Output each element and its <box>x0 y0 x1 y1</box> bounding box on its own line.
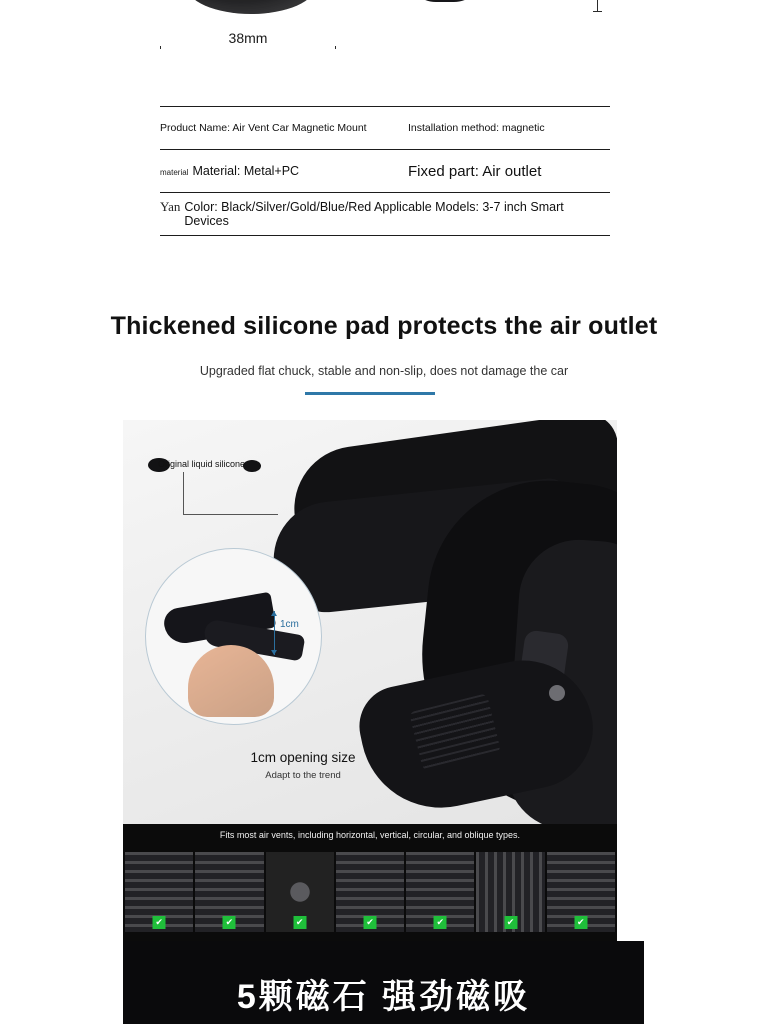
page-title: Thickened silicone pad protects the air outlet <box>110 312 658 340</box>
check-icon: ✔ <box>293 916 306 929</box>
check-icon: ✔ <box>574 916 587 929</box>
spec-left-cell <box>160 200 610 228</box>
vent-thumbnail <box>195 852 263 932</box>
check-icon: ✔ <box>363 916 376 929</box>
spec-left-cell <box>160 122 367 134</box>
spec-table <box>160 106 610 236</box>
dimension-value: 38mm <box>219 30 278 46</box>
gap-dimension-label: 1cm <box>280 619 299 630</box>
vent-thumbnail <box>336 852 404 932</box>
check-icon: ✔ <box>504 916 517 929</box>
vent-thumbnail <box>406 852 474 932</box>
compatible-vents-band <box>123 824 617 941</box>
product-illustration-top <box>0 0 768 60</box>
spec-product-name: Product Name: Air Vent Car Magnetic Mount <box>160 122 367 134</box>
spec-material: Material: Metal+PC <box>192 164 300 178</box>
page-subtitle: Upgraded flat chuck, stable and non-slip, does not damage the car <box>199 364 569 378</box>
width-dimension <box>160 30 336 52</box>
banner-text: 5颗磁石 强劲磁吸 <box>236 978 531 1016</box>
height-dimension-line <box>597 0 598 12</box>
table-row <box>160 150 610 193</box>
callout-leader-vertical <box>183 472 184 514</box>
product-photo <box>123 420 617 824</box>
spec-install-method: Installation method: magnetic <box>408 122 545 134</box>
mount-clip-illustration <box>406 0 488 2</box>
spec-material-tag: material <box>160 168 189 177</box>
zoom-finger <box>188 645 274 717</box>
photo-caption-sub: Adapt to the trend <box>265 770 341 781</box>
clip-pivot-screw <box>549 685 565 701</box>
silicone-callout-label: Original liquid silicone <box>158 459 246 469</box>
vent-thumbnail <box>125 852 193 932</box>
gap-dimension-arrow <box>274 611 275 655</box>
check-icon: ✔ <box>223 916 236 929</box>
check-icon: ✔ <box>434 916 447 929</box>
vent-thumbnail <box>547 852 615 932</box>
spec-color-tag: Yan <box>160 199 181 214</box>
zoom-detail-circle <box>145 548 322 725</box>
spec-color-models: Color: Black/Silver/Gold/Blue/Red Applicable Models: 3-7 inch Smart Devices <box>184 200 564 228</box>
silicone-pad-right <box>243 460 261 472</box>
magnet-banner <box>123 941 644 1024</box>
photo-caption: 1cm opening size <box>250 750 356 765</box>
check-icon: ✔ <box>153 916 166 929</box>
vent-thumbnail <box>476 852 544 932</box>
mount-base-illustration <box>186 0 316 14</box>
spec-fixed-part: Fixed part: Air outlet <box>408 162 542 180</box>
spec-left-cell <box>160 164 299 178</box>
dimension-label <box>160 30 336 46</box>
table-row <box>160 193 610 236</box>
vent-thumbnail <box>266 852 334 932</box>
vents-title: Fits most air vents, including horizontal, vertical, circular, and oblique types. <box>219 830 521 840</box>
accent-divider <box>305 392 435 395</box>
table-row <box>160 106 610 150</box>
callout-leader-horizontal <box>183 514 278 515</box>
vents-grid <box>125 852 615 932</box>
